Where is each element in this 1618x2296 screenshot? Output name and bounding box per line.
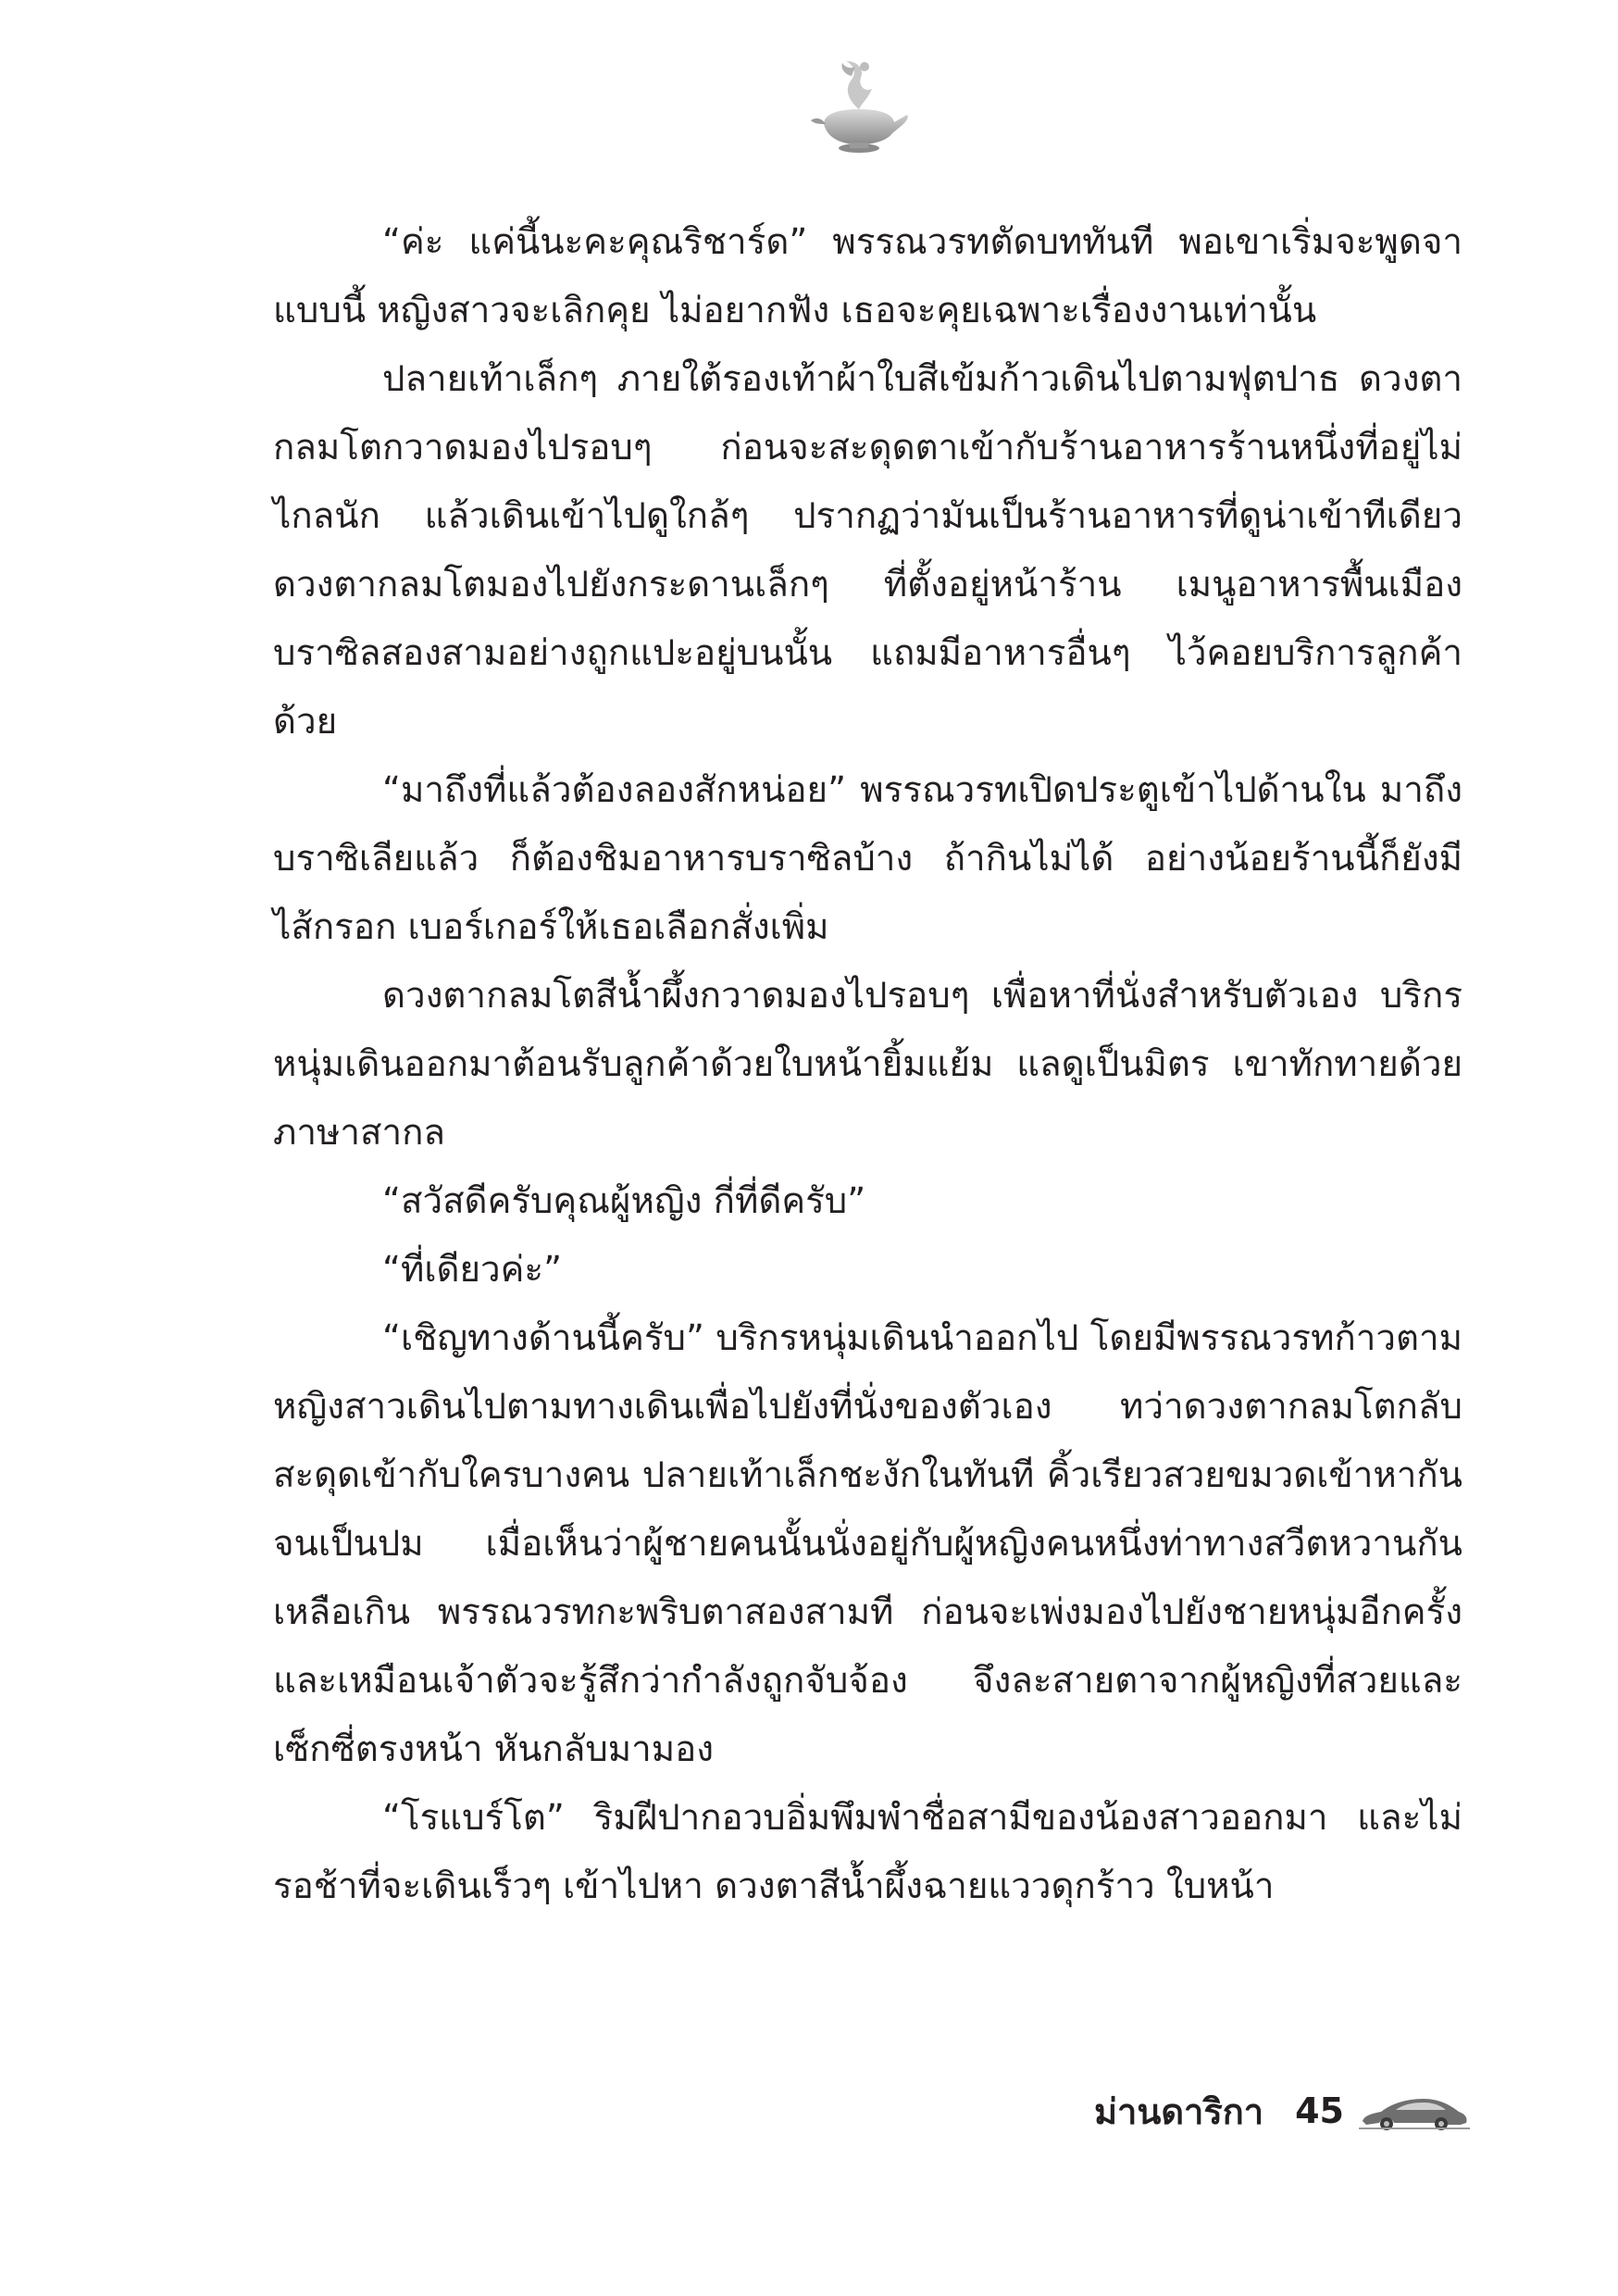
paragraph-7: “เชิญทางด้านนี้ครับ” บริกรหนุ่มเดินนำออกไป โดยมีพรรณวรทก้าวตาม หญิงสาวเดินไปตามทางเดินเพื่อไปยังที่นั่งของตัวเอง ทว่าดวงตากลมโตกลับสะดุดเข้ากับใครบางคน ปลายเท้าเล็กชะงักในทันที คิ้วเรียวสวยขมวดเข้าหากันจนเป็นปม เมื่อเห็นว่าผู้ชายคนนั้นนั่งอยู่กับผู้หญิงคนหนึ่งท่าทางสวีตหวานกันเหลือเกิน พรรณวรทกะพริบตาสองสามที ก่อนจะเพ่งมองไปยังชายหนุ่มอีกครั้ง และเหมือนเจ้าตัวจะรู้สึกว่ากำลังถูกจับจ้อง จึงละสายตาจากผู้หญิงที่สวยและเซ็กซี่ตรงหน้า หันกลับมามอง: [273, 1317, 1462, 1770]
paragraph-4: ดวงตากลมโตสีน้ำผึ้งกวาดมองไปรอบๆ เพื่อหาที่นั่งสำหรับตัวเอง บริกรหนุ่มเดินออกมาต้อนรับลูกค้าด้วยใบหน้ายิ้มแย้ม แลดูเป็นมิตร เขาทักทายด้วยภาษาสากล: [273, 975, 1462, 1154]
paragraph-1: “ค่ะ แค่นี้นะคะคุณริชาร์ด” พรรณวรทตัดบททันที พอเขาเริ่มจะพูดจาแบบนี้ หญิงสาวจะเลิกคุย ไม่อยากฟัง เธอจะคุยเฉพาะเรื่องงานเท่านั้น: [273, 221, 1462, 331]
paragraph-6: “ที่เดียวค่ะ”: [382, 1249, 563, 1291]
book-title: ม่านดาริกา: [1093, 2090, 1264, 2132]
paragraph-2: ปลายเท้าเล็กๆ ภายใต้รองเท้าผ้าใบสีเข้มก้าวเดินไปตามฟุตปาธ ดวงตากลมโตกวาดมองไปรอบๆ ก่อนจะสะดุดตาเข้ากับร้านอาหารร้านหนึ่งที่อยู่ไม่ไกลนัก แล้วเดินเข้าไปดูใกล้ๆ ปรากฏว่ามันเป็นร้านอาหารที่ดูน่าเข้าทีเดียว ดวงตากลมโตมองไปยังกระดานเล็กๆ ที่ตั้งอยู่หน้าร้าน เมนูอาหารพื้นเมืองบราซิลสองสามอย่างถูกแปะอยู่บนนั้น แถมมีอาหารอื่นๆ ไว้คอยบริการลูกค้าด้วย: [273, 358, 1462, 742]
page-footer: [1094, 2074, 1470, 2148]
paragraph-3: “มาถึงที่แล้วต้องลองสักหน่อย” พรรณวรทเปิดประตูเข้าไปด้านใน มาถึงบราซิเลียแล้ว ก็ต้องชิมอาหารบราซิลบ้าง ถ้ากินไม่ได้ อย่างน้อยร้านนี้ก็ยังมีไส้กรอก เบอร์เกอร์ให้เธอเลือกสั่งเพิ่ม: [273, 769, 1462, 948]
page-number: 45: [1295, 2090, 1344, 2131]
paragraph-8: “โรแบร์โต” ริมฝีปากอวบอิ่มพึมพำชื่อสามีของน้องสาวออกมา และไม่รอช้าที่จะเดินเร็วๆ เข้าไปหา ดวงตาสีน้ำผึ้งฉายแววดุกร้าว ใบหน้า: [273, 1797, 1462, 1907]
paragraph-5: “สวัสดีครับคุณผู้หญิง กี่ที่ดีครับ”: [382, 1180, 866, 1222]
sports-car-icon: [1359, 2088, 1470, 2134]
chapter-text: [273, 208, 1462, 1921]
genie-lamp-icon: [803, 56, 915, 157]
